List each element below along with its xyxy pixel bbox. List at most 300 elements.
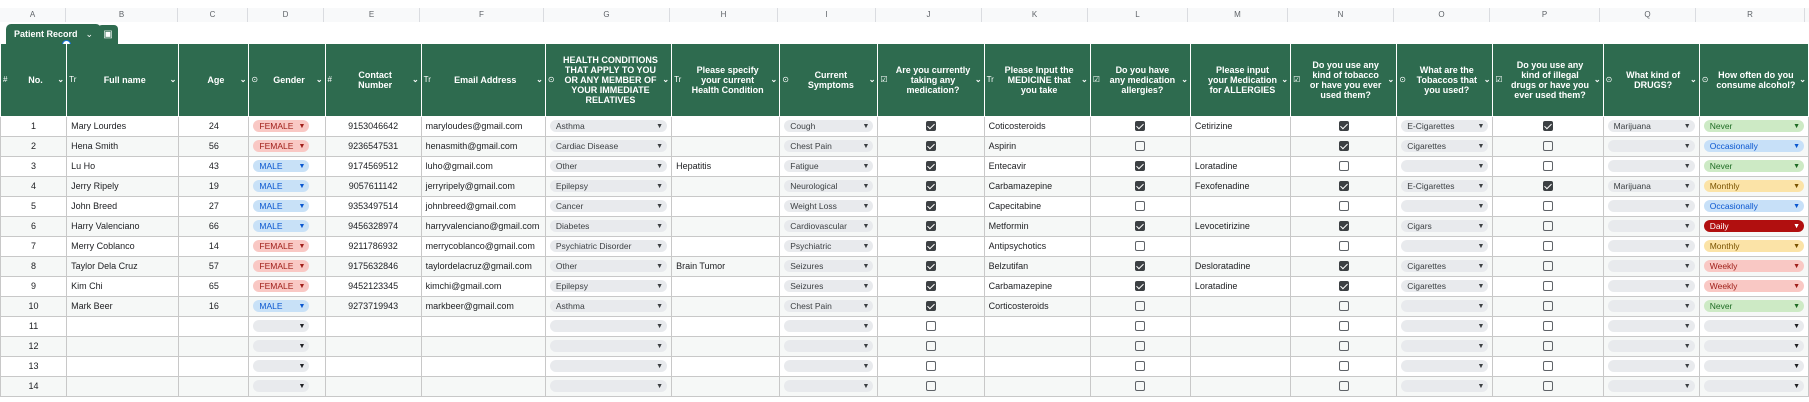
cell-no[interactable]	[1, 256, 67, 276]
cell-no[interactable]	[1, 156, 67, 176]
cell-full-name[interactable]	[67, 176, 179, 196]
cell-symptoms[interactable]	[780, 336, 878, 356]
cell-gender-dropdown[interactable]	[253, 320, 309, 332]
checkbox[interactable]	[1135, 221, 1145, 231]
chevron-down-icon[interactable]: ⌄	[770, 75, 778, 85]
chevron-down-icon[interactable]: ⌄	[662, 75, 670, 85]
cell-alcohol[interactable]	[1699, 256, 1808, 276]
cell-gender[interactable]	[249, 336, 325, 356]
cell-gender[interactable]	[249, 376, 325, 396]
checkbox[interactable]	[926, 241, 936, 251]
cell-tobacco-kind[interactable]	[1397, 336, 1493, 356]
cell-drug-kind-dropdown[interactable]	[1608, 380, 1695, 392]
header-r[interactable]	[1699, 44, 1808, 116]
cell-email[interactable]	[421, 336, 545, 356]
cell-no[interactable]	[1, 276, 67, 296]
cell-allergy-medication[interactable]	[1190, 336, 1290, 356]
cell-contact[interactable]	[325, 276, 421, 296]
cell-contact[interactable]	[325, 156, 421, 176]
header-n[interactable]	[1291, 44, 1397, 116]
cell-drug-kind[interactable]	[1603, 136, 1699, 156]
cell-medicine[interactable]	[984, 176, 1090, 196]
column-letter-h[interactable]: H	[670, 8, 778, 22]
checkbox[interactable]	[926, 281, 936, 291]
cell-email[interactable]	[421, 316, 545, 336]
cell-health-condition[interactable]	[545, 116, 671, 136]
cell-drug-kind-dropdown[interactable]	[1608, 240, 1695, 252]
cell-gender[interactable]	[249, 216, 325, 236]
checkbox[interactable]	[1135, 141, 1145, 151]
cell-gender[interactable]	[249, 156, 325, 176]
cell-alcohol[interactable]	[1699, 236, 1808, 256]
checkbox[interactable]	[1339, 301, 1349, 311]
cell-gender[interactable]	[249, 136, 325, 156]
cell-health-condition[interactable]	[545, 316, 671, 336]
cell-health-condition-dropdown[interactable]	[550, 360, 667, 372]
cell-alcohol-dropdown[interactable]	[1704, 260, 1804, 272]
cell-email[interactable]	[421, 176, 545, 196]
cell-tobacco-kind-dropdown[interactable]	[1401, 340, 1488, 352]
cell-alcohol-dropdown[interactable]	[1704, 140, 1804, 152]
checkbox[interactable]	[1339, 141, 1349, 151]
cell-no[interactable]	[1, 336, 67, 356]
cell-gender-dropdown[interactable]	[253, 360, 309, 372]
cell-full-name[interactable]	[67, 196, 179, 216]
cell-age[interactable]	[179, 316, 249, 336]
cell-alcohol-dropdown[interactable]	[1704, 300, 1804, 312]
cell-age[interactable]	[179, 216, 249, 236]
cell-specify-condition[interactable]	[672, 116, 780, 136]
cell-specify-condition[interactable]	[672, 376, 780, 396]
cell-allergy-medication[interactable]	[1190, 216, 1290, 236]
cell-no[interactable]	[1, 196, 67, 216]
cell-health-condition-dropdown[interactable]	[550, 160, 667, 172]
cell-tobacco-kind[interactable]	[1397, 376, 1493, 396]
cell-alcohol[interactable]	[1699, 136, 1808, 156]
cell-tobacco-kind[interactable]	[1397, 216, 1493, 236]
cell-tobacco-kind-dropdown[interactable]	[1401, 360, 1488, 372]
cell-allergy-medication[interactable]	[1190, 236, 1290, 256]
checkbox[interactable]	[1339, 121, 1349, 131]
cell-medicine[interactable]	[984, 196, 1090, 216]
cell-full-name[interactable]	[67, 256, 179, 276]
cell-health-condition-dropdown[interactable]	[550, 240, 667, 252]
cell-gender-dropdown[interactable]	[253, 240, 309, 252]
cell-tobacco-kind-dropdown[interactable]	[1401, 200, 1488, 212]
cell-contact[interactable]	[325, 376, 421, 396]
cell-email[interactable]	[421, 296, 545, 316]
column-letter-q[interactable]: Q	[1600, 8, 1696, 22]
cell-symptoms-dropdown[interactable]	[784, 380, 873, 392]
cell-symptoms-dropdown[interactable]	[784, 340, 873, 352]
checkbox[interactable]	[1543, 161, 1553, 171]
checkbox[interactable]	[1339, 341, 1349, 351]
cell-symptoms-dropdown[interactable]	[784, 180, 873, 192]
cell-gender[interactable]	[249, 116, 325, 136]
cell-age[interactable]	[179, 236, 249, 256]
cell-tobacco-kind-dropdown[interactable]	[1401, 180, 1488, 192]
cell-alcohol-dropdown[interactable]	[1704, 380, 1804, 392]
cell-symptoms-dropdown[interactable]	[784, 140, 873, 152]
cell-symptoms-dropdown[interactable]	[784, 320, 873, 332]
column-letter-r[interactable]: R	[1696, 8, 1805, 22]
cell-symptoms-dropdown[interactable]	[784, 240, 873, 252]
cell-health-condition[interactable]	[545, 176, 671, 196]
chevron-down-icon[interactable]: ⌄	[536, 75, 543, 85]
cell-medicine[interactable]	[984, 316, 1090, 336]
header-k[interactable]	[984, 44, 1090, 116]
cell-medicine[interactable]	[984, 256, 1090, 276]
cell-gender[interactable]	[249, 356, 325, 376]
checkbox[interactable]	[926, 301, 936, 311]
cell-symptoms[interactable]	[780, 116, 878, 136]
cell-no[interactable]	[1, 316, 67, 336]
cell-health-condition-dropdown[interactable]	[550, 280, 667, 292]
cell-drug-kind[interactable]	[1603, 256, 1699, 276]
cell-alcohol[interactable]	[1699, 336, 1808, 356]
cell-drug-kind-dropdown[interactable]	[1608, 200, 1695, 212]
cell-drug-kind-dropdown[interactable]	[1608, 220, 1695, 232]
cell-health-condition-dropdown[interactable]	[550, 180, 667, 192]
cell-email[interactable]	[421, 156, 545, 176]
cell-alcohol[interactable]	[1699, 276, 1808, 296]
cell-gender[interactable]	[249, 296, 325, 316]
cell-allergy-medication[interactable]	[1190, 316, 1290, 336]
cell-alcohol[interactable]	[1699, 176, 1808, 196]
checkbox[interactable]	[1543, 141, 1553, 151]
cell-health-condition[interactable]	[545, 336, 671, 356]
cell-tobacco-kind-dropdown[interactable]	[1401, 140, 1488, 152]
chevron-down-icon[interactable]: ⌄	[1281, 75, 1289, 85]
cell-gender-dropdown[interactable]	[253, 280, 309, 292]
cell-alcohol-dropdown[interactable]	[1704, 220, 1804, 232]
cell-full-name[interactable]	[67, 296, 179, 316]
cell-drug-kind-dropdown[interactable]	[1608, 360, 1695, 372]
cell-specify-condition[interactable]	[672, 196, 780, 216]
cell-health-condition-dropdown[interactable]	[550, 300, 667, 312]
cell-age[interactable]	[179, 176, 249, 196]
checkbox[interactable]	[1135, 121, 1145, 131]
checkbox[interactable]	[1339, 361, 1349, 371]
cell-medicine[interactable]	[984, 156, 1090, 176]
cell-alcohol[interactable]	[1699, 216, 1808, 236]
cell-no[interactable]	[1, 116, 67, 136]
cell-email[interactable]	[421, 116, 545, 136]
chevron-down-icon[interactable]: ⌄	[974, 75, 982, 85]
cell-gender[interactable]	[249, 176, 325, 196]
column-letter-l[interactable]: L	[1088, 8, 1188, 22]
checkbox[interactable]	[1135, 381, 1145, 391]
column-letter-g[interactable]: G	[544, 8, 670, 22]
cell-gender-dropdown[interactable]	[253, 140, 309, 152]
cell-gender[interactable]	[249, 236, 325, 256]
header-h[interactable]	[672, 44, 780, 116]
cell-tobacco-kind[interactable]	[1397, 196, 1493, 216]
checkbox[interactable]	[1339, 161, 1349, 171]
cell-allergy-medication[interactable]	[1190, 296, 1290, 316]
checkbox[interactable]	[1543, 321, 1553, 331]
cell-drug-kind-dropdown[interactable]	[1608, 300, 1695, 312]
cell-health-condition[interactable]	[545, 296, 671, 316]
cell-alcohol[interactable]	[1699, 316, 1808, 336]
cell-full-name[interactable]	[67, 136, 179, 156]
cell-gender-dropdown[interactable]	[253, 180, 309, 192]
cell-gender[interactable]	[249, 276, 325, 296]
column-letter-b[interactable]: B	[66, 8, 178, 22]
cell-alcohol[interactable]	[1699, 356, 1808, 376]
cell-symptoms[interactable]	[780, 296, 878, 316]
cell-health-condition-dropdown[interactable]	[550, 200, 667, 212]
cell-specify-condition[interactable]	[672, 156, 780, 176]
cell-contact[interactable]	[325, 356, 421, 376]
cell-specify-condition[interactable]	[672, 276, 780, 296]
cell-symptoms-dropdown[interactable]	[784, 120, 873, 132]
cell-allergy-medication[interactable]	[1190, 356, 1290, 376]
cell-gender-dropdown[interactable]	[253, 120, 309, 132]
header-c[interactable]	[179, 44, 249, 116]
checkbox[interactable]	[1135, 361, 1145, 371]
cell-health-condition-dropdown[interactable]	[550, 220, 667, 232]
chevron-down-icon[interactable]: ⌄	[1081, 75, 1088, 85]
checkbox[interactable]	[926, 261, 936, 271]
cell-full-name[interactable]	[67, 236, 179, 256]
header-f[interactable]	[421, 44, 545, 116]
column-letter-d[interactable]: D	[248, 8, 324, 22]
column-letter-o[interactable]: O	[1394, 8, 1490, 22]
chevron-down-icon[interactable]: ⌄	[315, 75, 323, 85]
cell-alcohol-dropdown[interactable]	[1704, 320, 1804, 332]
cell-drug-kind[interactable]	[1603, 316, 1699, 336]
cell-symptoms[interactable]	[780, 136, 878, 156]
cell-allergy-medication[interactable]	[1190, 116, 1290, 136]
cell-alcohol-dropdown[interactable]	[1704, 180, 1804, 192]
checkbox[interactable]	[1543, 361, 1553, 371]
cell-age[interactable]	[179, 336, 249, 356]
cell-health-condition[interactable]	[545, 196, 671, 216]
cell-alcohol-dropdown[interactable]	[1704, 160, 1804, 172]
checkbox[interactable]	[1339, 261, 1349, 271]
checkbox[interactable]	[1135, 161, 1145, 171]
cell-no[interactable]	[1, 136, 67, 156]
cell-age[interactable]	[179, 356, 249, 376]
cell-health-condition-dropdown[interactable]	[550, 120, 667, 132]
cell-health-condition-dropdown[interactable]	[550, 260, 667, 272]
cell-age[interactable]	[179, 136, 249, 156]
cell-tobacco-kind-dropdown[interactable]	[1401, 240, 1488, 252]
header-i[interactable]	[780, 44, 878, 116]
cell-medicine[interactable]	[984, 276, 1090, 296]
column-letter-n[interactable]: N	[1288, 8, 1394, 22]
checkbox[interactable]	[1135, 341, 1145, 351]
header-o[interactable]	[1397, 44, 1493, 116]
cell-email[interactable]	[421, 216, 545, 236]
chevron-down-icon[interactable]: ⌄	[239, 75, 247, 85]
header-m[interactable]	[1190, 44, 1290, 116]
cell-symptoms[interactable]	[780, 216, 878, 236]
cell-drug-kind-dropdown[interactable]	[1608, 320, 1695, 332]
cell-full-name[interactable]	[67, 356, 179, 376]
checkbox[interactable]	[1543, 221, 1553, 231]
table-name-tab[interactable]	[6, 24, 101, 44]
chevron-down-icon[interactable]: ⌄	[411, 75, 419, 85]
cell-full-name[interactable]	[67, 376, 179, 396]
cell-tobacco-kind[interactable]	[1397, 356, 1493, 376]
cell-tobacco-kind-dropdown[interactable]	[1401, 380, 1488, 392]
cell-drug-kind[interactable]	[1603, 196, 1699, 216]
cell-drug-kind-dropdown[interactable]	[1608, 260, 1695, 272]
cell-contact[interactable]	[325, 336, 421, 356]
cell-medicine[interactable]	[984, 296, 1090, 316]
cell-health-condition-dropdown[interactable]	[550, 320, 667, 332]
cell-age[interactable]	[179, 116, 249, 136]
cell-drug-kind[interactable]	[1603, 276, 1699, 296]
cell-health-condition[interactable]	[545, 156, 671, 176]
cell-age[interactable]	[179, 296, 249, 316]
header-b[interactable]	[67, 44, 179, 116]
checkbox[interactable]	[926, 321, 936, 331]
checkbox[interactable]	[1339, 381, 1349, 391]
cell-full-name[interactable]	[67, 156, 179, 176]
cell-symptoms[interactable]	[780, 316, 878, 336]
cell-full-name[interactable]	[67, 276, 179, 296]
cell-contact[interactable]	[325, 256, 421, 276]
checkbox[interactable]	[1543, 281, 1553, 291]
cell-health-condition[interactable]	[545, 276, 671, 296]
chevron-down-icon[interactable]: ⌄	[169, 75, 177, 85]
cell-tobacco-kind-dropdown[interactable]	[1401, 320, 1488, 332]
cell-symptoms[interactable]	[780, 176, 878, 196]
column-letter-i[interactable]: I	[778, 8, 876, 22]
cell-medicine[interactable]	[984, 136, 1090, 156]
cell-alcohol-dropdown[interactable]	[1704, 340, 1804, 352]
cell-drug-kind[interactable]	[1603, 116, 1699, 136]
checkbox[interactable]	[1339, 181, 1349, 191]
cell-tobacco-kind[interactable]	[1397, 276, 1493, 296]
cell-alcohol[interactable]	[1699, 296, 1808, 316]
checkbox[interactable]	[1339, 201, 1349, 211]
cell-symptoms-dropdown[interactable]	[784, 160, 873, 172]
cell-specify-condition[interactable]	[672, 356, 780, 376]
cell-contact[interactable]	[325, 316, 421, 336]
cell-contact[interactable]	[325, 296, 421, 316]
cell-gender[interactable]	[249, 316, 325, 336]
cell-gender[interactable]	[249, 256, 325, 276]
column-letter-m[interactable]: M	[1188, 8, 1288, 22]
cell-tobacco-kind[interactable]	[1397, 256, 1493, 276]
cell-symptoms[interactable]	[780, 256, 878, 276]
checkbox[interactable]	[1135, 321, 1145, 331]
column-letter-f[interactable]: F	[420, 8, 544, 22]
checkbox[interactable]	[926, 381, 936, 391]
column-letter-k[interactable]: K	[982, 8, 1088, 22]
cell-symptoms-dropdown[interactable]	[784, 260, 873, 272]
cell-drug-kind[interactable]	[1603, 356, 1699, 376]
cell-tobacco-kind-dropdown[interactable]	[1401, 160, 1488, 172]
cell-health-condition[interactable]	[545, 136, 671, 156]
cell-symptoms-dropdown[interactable]	[784, 220, 873, 232]
chevron-down-icon[interactable]: ⌄	[1387, 75, 1395, 85]
cell-symptoms[interactable]	[780, 196, 878, 216]
cell-tobacco-kind-dropdown[interactable]	[1401, 300, 1488, 312]
checkbox[interactable]	[1339, 221, 1349, 231]
checkbox[interactable]	[1339, 321, 1349, 331]
cell-full-name[interactable]	[67, 216, 179, 236]
cell-medicine[interactable]	[984, 216, 1090, 236]
header-p[interactable]	[1493, 44, 1603, 116]
checkbox[interactable]	[926, 121, 936, 131]
checkbox[interactable]	[1543, 381, 1553, 391]
cell-health-condition[interactable]	[545, 256, 671, 276]
checkbox[interactable]	[1135, 241, 1145, 251]
cell-contact[interactable]	[325, 116, 421, 136]
checkbox[interactable]	[926, 141, 936, 151]
cell-tobacco-kind[interactable]	[1397, 136, 1493, 156]
checkbox[interactable]	[926, 161, 936, 171]
cell-symptoms[interactable]	[780, 376, 878, 396]
cell-alcohol[interactable]	[1699, 116, 1808, 136]
column-letter-a[interactable]: A	[0, 8, 66, 22]
cell-age[interactable]	[179, 256, 249, 276]
cell-gender-dropdown[interactable]	[253, 220, 309, 232]
checkbox[interactable]	[1135, 181, 1145, 191]
cell-contact[interactable]	[325, 176, 421, 196]
checkbox[interactable]	[1339, 281, 1349, 291]
chevron-down-icon[interactable]: ⌄	[1799, 75, 1806, 85]
cell-health-condition[interactable]	[545, 356, 671, 376]
checkbox[interactable]	[1135, 281, 1145, 291]
cell-drug-kind-dropdown[interactable]	[1608, 340, 1695, 352]
cell-medicine[interactable]	[984, 336, 1090, 356]
checkbox[interactable]	[1543, 201, 1553, 211]
cell-contact[interactable]	[325, 136, 421, 156]
cell-symptoms-dropdown[interactable]	[784, 360, 873, 372]
cell-specify-condition[interactable]	[672, 236, 780, 256]
cell-tobacco-kind[interactable]	[1397, 116, 1493, 136]
cell-alcohol[interactable]	[1699, 376, 1808, 396]
cell-specify-condition[interactable]	[672, 136, 780, 156]
cell-no[interactable]	[1, 376, 67, 396]
cell-tobacco-kind-dropdown[interactable]	[1401, 120, 1488, 132]
cell-allergy-medication[interactable]	[1190, 136, 1290, 156]
cell-symptoms[interactable]	[780, 156, 878, 176]
cell-tobacco-kind[interactable]	[1397, 176, 1493, 196]
chevron-down-icon[interactable]: ⌄	[868, 75, 876, 85]
cell-gender-dropdown[interactable]	[253, 380, 309, 392]
cell-contact[interactable]	[325, 236, 421, 256]
cell-allergy-medication[interactable]	[1190, 276, 1290, 296]
cell-drug-kind-dropdown[interactable]	[1608, 120, 1695, 132]
cell-medicine[interactable]	[984, 376, 1090, 396]
cell-drug-kind-dropdown[interactable]	[1608, 280, 1695, 292]
cell-symptoms-dropdown[interactable]	[784, 280, 873, 292]
cell-tobacco-kind[interactable]	[1397, 236, 1493, 256]
column-letter-e[interactable]: E	[324, 8, 420, 22]
cell-tobacco-kind[interactable]	[1397, 316, 1493, 336]
checkbox[interactable]	[1543, 181, 1553, 191]
header-l[interactable]	[1090, 44, 1190, 116]
checkbox[interactable]	[1135, 261, 1145, 271]
cell-drug-kind[interactable]	[1603, 336, 1699, 356]
cell-no[interactable]	[1, 216, 67, 236]
column-letter-p[interactable]: P	[1490, 8, 1600, 22]
cell-tobacco-kind-dropdown[interactable]	[1401, 220, 1488, 232]
checkbox[interactable]	[926, 181, 936, 191]
checkbox[interactable]	[1543, 341, 1553, 351]
cell-email[interactable]	[421, 236, 545, 256]
cell-age[interactable]	[179, 276, 249, 296]
cell-age[interactable]	[179, 196, 249, 216]
chevron-down-icon[interactable]: ⌄	[57, 75, 65, 85]
